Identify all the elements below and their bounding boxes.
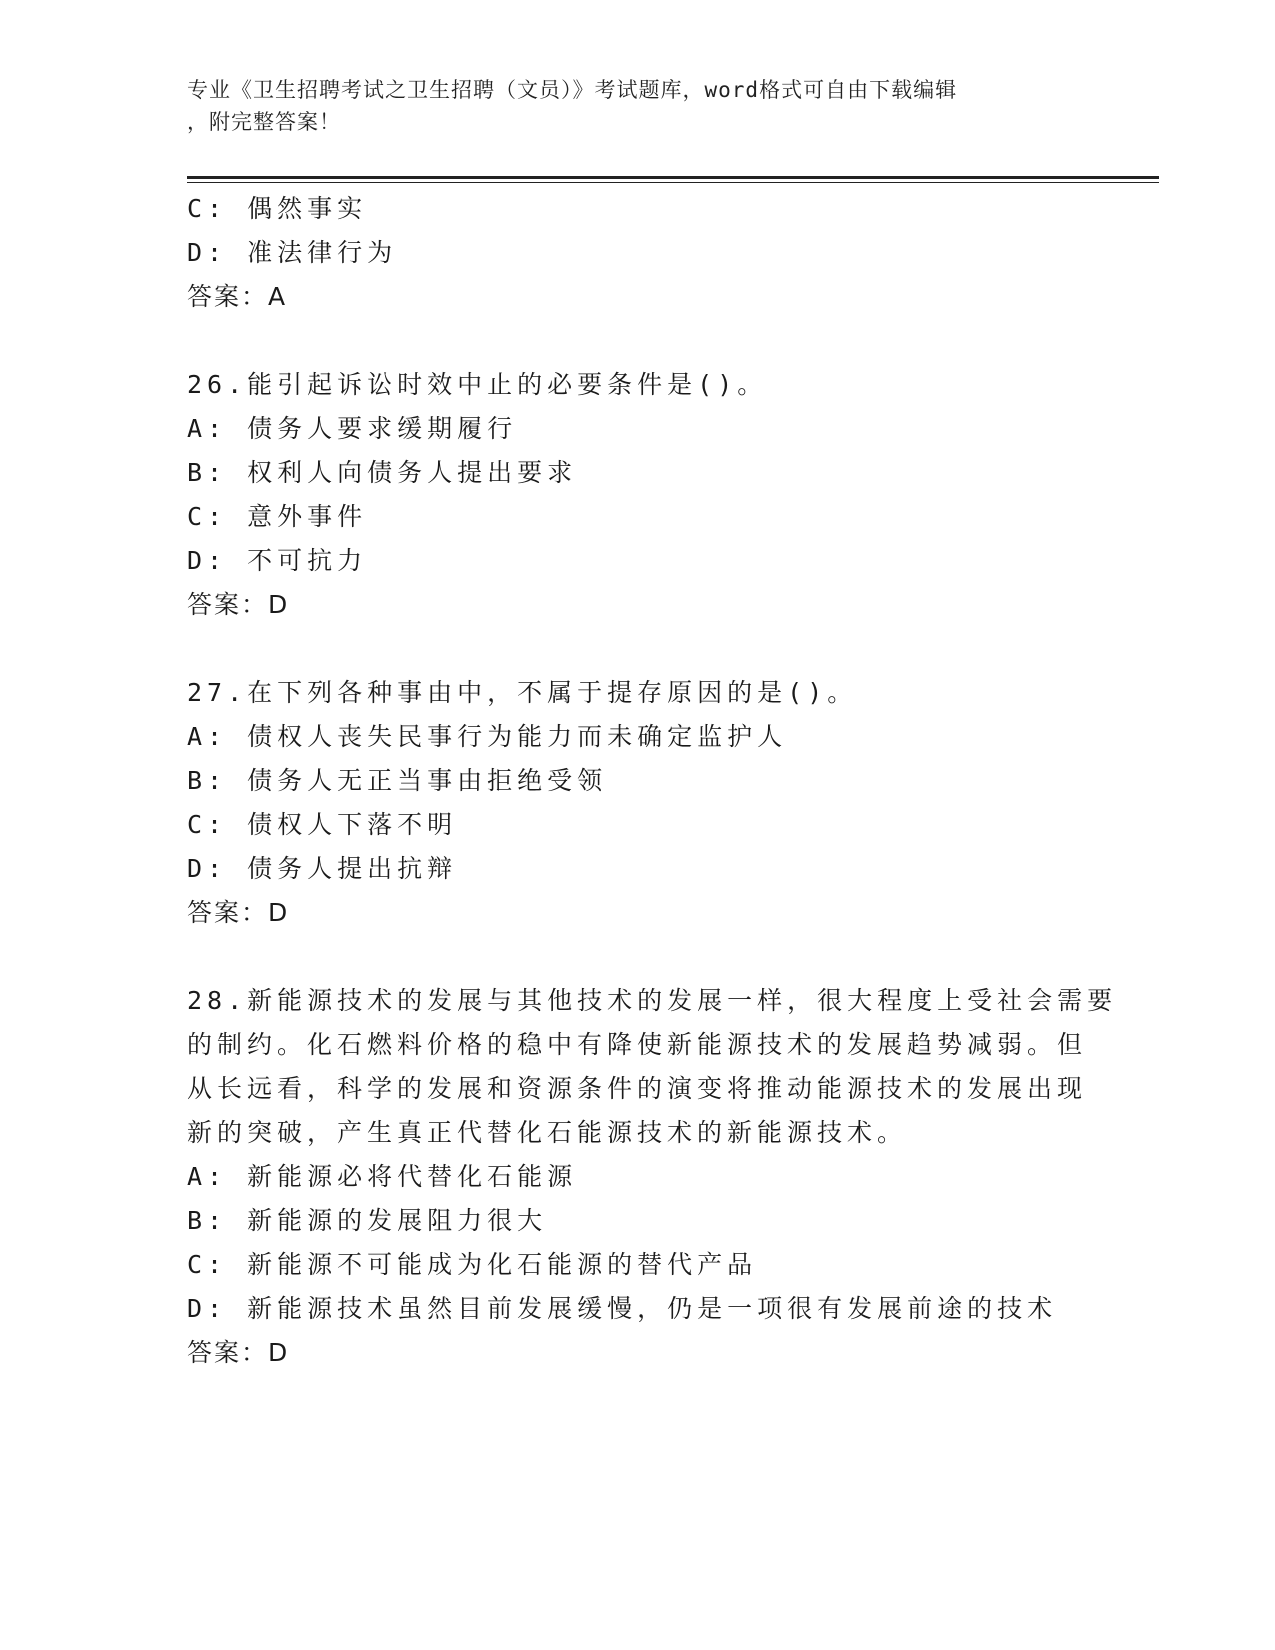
header-divider-thin [187,182,1159,183]
q26-stem: 26.能引起诉讼时效中止的必要条件是()。 [187,370,768,399]
q28-option-b: B: 新能源的发展阻力很大 [187,1206,548,1235]
q28-answer: 答案：D [187,1338,290,1367]
q28-option-a: A: 新能源必将代替化石能源 [187,1162,578,1191]
prev-option-c: C: 偶然事实 [187,194,368,223]
header-line-2: ，附完整答案！ [187,110,341,134]
prev-answer: 答案：A [187,282,288,311]
header-divider-thick [187,176,1159,179]
q27-stem: 27.在下列各种事由中，不属于提存原因的是()。 [187,678,858,707]
q28-stem-line-1: 28.新能源技术的发展与其他技术的发展一样，很大程度上受社会需要 [187,986,1118,1015]
q26-option-b: B: 权利人向债务人提出要求 [187,458,578,487]
q26-option-c: C: 意外事件 [187,502,368,531]
page-header [187,74,1087,138]
q27-option-c: C: 债权人下落不明 [187,810,458,839]
q26-option-d: D: 不可抗力 [187,546,368,575]
header-line-1: 专业《卫生招聘考试之卫生招聘（文员）》考试题库，word格式可自由下载编辑 [187,78,958,102]
q27-option-a: A: 债权人丧失民事行为能力而未确定监护人 [187,722,788,751]
q28-stem-line-3: 从长远看，科学的发展和资源条件的演变将推动能源技术的发展出现 [187,1074,1088,1103]
q28-option-c: C: 新能源不可能成为化石能源的替代产品 [187,1250,758,1279]
q28-stem-line-2: 的制约。化石燃料价格的稳中有降使新能源技术的发展趋势减弱。但 [187,1030,1088,1059]
q28-stem-line-4: 新的突破，产生真正代替化石能源技术的新能源技术。 [187,1118,908,1147]
q27-option-b: B: 债务人无正当事由拒绝受领 [187,766,608,795]
q27-answer: 答案：D [187,898,290,927]
prev-option-d: D: 准法律行为 [187,238,398,267]
q28-option-d: D: 新能源技术虽然目前发展缓慢，仍是一项很有发展前途的技术 [187,1294,1058,1323]
q26-answer: 答案：D [187,590,290,619]
q27-option-d: D: 债务人提出抗辩 [187,854,458,883]
q26-option-a: A: 债务人要求缓期履行 [187,414,518,443]
